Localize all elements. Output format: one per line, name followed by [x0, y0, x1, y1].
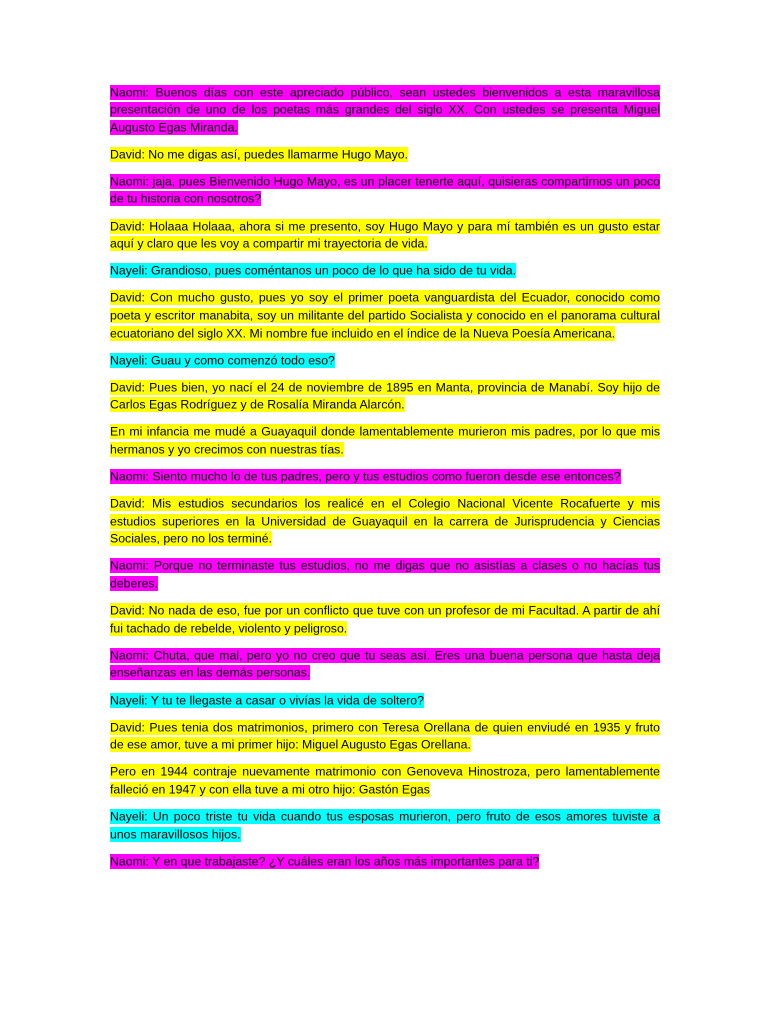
highlighted-text: David: No nada de eso, fue por un conflicto que tuve con un profesor de mi Facultad. A partir de ahí fui tachado de rebelde, violento y peligroso. — [110, 603, 660, 636]
dialogue-paragraph — [110, 146, 660, 164]
highlighted-text: Naomi: Buenos días con este apreciado público, sean ustedes bienvenidos a esta maravillosa presentación de uno de los poetas más grandes del siglo XX. Con ustedes se presenta Miguel Augusto Egas Miranda. — [110, 85, 660, 135]
dialogue-paragraph — [110, 853, 660, 871]
dialogue-paragraph — [110, 647, 660, 682]
dialogue-paragraph — [110, 692, 660, 710]
dialogue-paragraph — [110, 764, 660, 799]
dialogue-paragraph — [110, 603, 660, 638]
highlighted-text: David: Mis estudios secundarios los realicé en el Colegio Nacional Vicente Rocafuerte y mis estudios superiores en la Universidad de Guayaquil en la carrera de Jurisprudencia y Ciencias Sociales, pero no los terminé. — [110, 496, 660, 546]
dialogue-paragraph — [110, 290, 660, 343]
dialogue-paragraph — [110, 469, 660, 487]
highlighted-text: Nayeli: Un poco triste tu vida cuando tus esposas murieron, pero fruto de esos amores tuviste a unos maravillosos hijos. — [110, 809, 660, 842]
dialogue-paragraph — [110, 719, 660, 754]
highlighted-text: Nayeli: Guau y como comenzó todo eso? — [110, 353, 335, 368]
highlighted-text: Pero en 1944 contraje nuevamente matrimonio con Genoveva Hinostroza, pero lamentablemente falleció en 1947 y con ella tuve a mi otro hijo: Gastón Egas — [110, 764, 660, 797]
dialogue-paragraph — [110, 218, 660, 253]
highlighted-text: Naomi: Siento mucho lo de tus padres, pero y tus estudios como fueron desde ese entonces? — [110, 469, 621, 484]
highlighted-text: David: Pues bien, yo nací el 24 de noviembre de 1895 en Manta, provincia de Manabí. Soy hijo de Carlos Egas Rodríguez y de Rosalía Miranda Alarcón. — [110, 380, 660, 412]
highlighted-text: Naomi: Porque no terminaste tus estudios, no me digas que no asistías a clases o no hacías tus deberes. — [110, 558, 660, 591]
highlighted-text: David: Con mucho gusto, pues yo soy el primer poeta vanguardista del Ecuador, conocido como poeta y escritor manabita, soy un militante del partido Socialista y conocido en el panorama cultural ecuatoriano del siglo XX. Mi nombre fue incluido en el índice de la Nueva Poesía Americana. — [110, 290, 660, 341]
dialogue-body — [110, 84, 660, 880]
dialogue-paragraph — [110, 496, 660, 549]
highlighted-text: Nayeli: Y tu te llegaste a casar o vivías la vida de soltero? — [110, 693, 424, 708]
highlighted-text: Naomi: jaja, pues Bienvenido Hugo Mayo, es un placer tenerte aquí, quisieras compartirnos un poco de tu historia con nosotros? — [110, 174, 660, 206]
dialogue-paragraph — [110, 173, 660, 208]
highlighted-text: David: No me digas así, puedes llamarme Hugo Mayo. — [110, 147, 408, 162]
dialogue-paragraph — [110, 379, 660, 414]
dialogue-paragraph — [110, 424, 660, 459]
dialogue-paragraph — [110, 352, 660, 370]
highlighted-text: Naomi: Y en que trabajaste? ¿Y cuáles eran los años más importantes para ti? — [110, 854, 540, 869]
highlighted-text: En mi infancia me mudé a Guayaquil donde lamentablemente murieron mis padres, por lo que mis hermanos y yo crecimos con nuestras tías. — [110, 424, 660, 457]
highlighted-text: Naomi: Chuta, que mal, pero yo no creo que tu seas así. Eres una buena persona que hasta deja enseñanzas en las demás personas. — [110, 648, 660, 680]
dialogue-paragraph — [110, 263, 660, 281]
dialogue-paragraph — [110, 809, 660, 844]
dialogue-paragraph — [110, 558, 660, 593]
highlighted-text: David: Pues tenia dos matrimonios, primero con Teresa Orellana de quien enviudé en 1935 y fruto de ese amor, tuve a mi primer hijo: Miguel Augusto Egas Orellana. — [110, 720, 660, 752]
dialogue-paragraph — [110, 84, 660, 137]
highlighted-text: David: Holaaa Holaaa, ahora si me presento, soy Hugo Mayo y para mí también es un gusto estar aquí y claro que les voy a compartir mi trayectoria de vida. — [110, 219, 660, 251]
highlighted-text: Nayeli: Grandioso, pues coméntanos un poco de lo que ha sido de tu vida. — [110, 263, 517, 278]
